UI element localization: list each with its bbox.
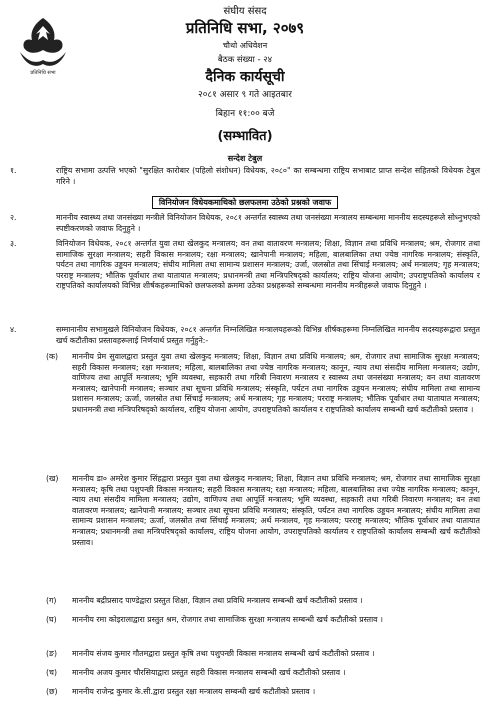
agenda-item-4 [10,325,480,346]
item-text: माननीय स्वास्थ्य तथा जनसंख्या मन्त्रीले विनियोजन विधेयक, २०८१ अन्तर्गत स्वास्थ्य तथा जनसंख्या मन्त्रालय सम्बन्धमा माननीय सदस्यहरूले सोध्नुभएको स्पष्टीकरणको जवाफ दिनुहुने । [56,213,480,233]
agenda-date: २०८१ असार ९ गते आइतबार [198,90,292,100]
agenda-item-1 [10,166,480,187]
subitem-gha [46,615,480,626]
subitem-text: माननीय डा० अमरेश कुमार सिंहद्वारा प्रस्तुत युवा तथा खेलकुद मन्त्रालय; शिक्षा, विज्ञान तथा प्रविधि मन्त्रालय; श्रम, रोजगार तथा सामाजिक सुरक्षा मन्त्रालय; कृषि तथा पशुपन्छी विकास मन्त्रालय; सहरी विकास मन्त्रालय; रक्षा मन्त्रालय; महिला, बालबालिका तथा ज्येष्ठ नागरिक मन्त्रालय; कानून, न्याय तथा संसदीय मामिला मन्त्रालय; उद्योग, वाणिज्य तथा आपूर्ति मन्त्रालय; भूमि व्यवस्था, सहकारी तथा गरिबी निवारण मन्त्रालय; वन तथा वातावरण मन्त्रालय; खानेपानी मन्त्रालय; सञ्चार तथा सूचना प्रविधि मन्त्रालय; संस्कृति, पर्यटन तथा नागरिक उड्डयन मन्त्रालय; संघीय मामिला तथा सामान्य प्रशासन मन्त्रालय; ऊर्जा, जलस्रोत तथा सिंचाई मन्त्रालय; अर्थ मन्त्रालय, गृह मन्त्रालय; परराष्ट्र मन्त्रालय; भौतिक पूर्वाधार तथा यातायात मन्त्रालय; प्रधानमन्त्री तथा मन्त्रिपरिषद्को कार्यालय, राष्ट्रिय योजना आयोग, उपराष्ट्रपतिको कार्यालय र राष्ट्रपतिको कार्यालय सम्बन्धी खर्च कटौतीको प्रस्ताव। [72,474,480,547]
item-text: सम्मानानीय सभामुखले विनियोजन विधेयक, २०८१ अन्तर्गत निम्नलिखित मन्त्रालयहरूको विभिन्न शीर्षकहरूमा निम्नलिखित माननीय सदस्यहरूद्वारा प्रस्तुत खर्च कटौतीका प्रस्तावहरूलाई निर्णयार्थ प्रस्तुत गर्नुहुने:- [56,325,480,345]
subitem-number: (छ) [46,687,58,696]
item-number: ४. [10,325,17,334]
subitem-chha [46,687,480,698]
subitem-number: (ग) [46,596,57,605]
subitem-text: माननीय राजेन्द्र कुमार के.सी.द्वारा प्रस्तुत रक्षा मन्त्रालय सम्बन्धी खर्च कटौतीको प्रस्ताव । [72,687,316,696]
item-number: २. [10,213,17,222]
subitem-number: (घ) [46,615,57,624]
parliament-title: संघीय संसद [223,6,267,17]
house-title: प्रतिनिधि सभा, २०७९ [185,19,305,37]
agenda-title: दैनिक कार्यसूची [205,69,285,85]
agenda-item-3 [10,239,480,292]
subitem-text: माननीय रमा कोइरालाद्वारा प्रस्तुत श्रम, रोजगार तथा सामाजिक सुरक्षा मन्त्रालय सम्बन्धी खर्च कटौतीको प्रस्ताव । [72,615,383,624]
subitem-number: (च) [46,668,58,677]
session-label: चौथो अधिवेशन [222,41,268,50]
subitem-number: (क) [46,352,59,361]
section-appropriation-label: विनियोजन विधेयकमाथिको छलफलमा उठेको प्रश्नको जवाफ [152,196,338,209]
subitem-text: माननीय अजय कुमार चौरसियाद्वारा प्रस्तुत सहरी विकास मन्त्रालय सम्बन्धी खर्च कटौतीको प्रस्ताव । [72,668,346,677]
subitem-text: माननीय संजय कुमार गौतमद्वारा प्रस्तुत कृषि तथा पशुपन्छी विकास मन्त्रालय सम्बन्धी खर्च कटौतीको प्रस्ताव । [72,649,375,658]
item-number: ३. [10,239,17,248]
subitem-ga [46,596,480,607]
subitem-ka [46,352,480,416]
svg-text:प्रतिनिधि सभा: प्रतिनिधि सभा [30,70,56,76]
item-text: राष्ट्रिय सभामा उत्पत्ति भएको "सुरक्षित कारोबार (पहिलो संशोधन) विधेयक, २०८०" का सम्बन्धमा राष्ट्रिय सभाबाट प्राप्त सन्देश सहितको विधेयक टेबुल गरिने । [56,166,480,186]
item-text: विनियोजन विधेयक, २०८१ अन्तर्गत युवा तथा खेलकुद मन्त्रालय; वन तथा वातावरण मन्त्रालय; शिक्षा, विज्ञान तथा प्रविधि मन्त्रालय; श्रम, रोजगार तथा सामाजिक सुरक्षा मन्त्रालय; सहरी विकास मन्त्रालय; रक्षा मन्त्रालय; खानेपानी मन्त्रालय; महिला, बालबालिका तथा ज्येष्ठ नागरिक मन्त्रालय; संस्कृति, पर्यटन तथा नागरिक उड्डयन मन्त्रालय; संघीय मामिला तथा सामान्य प्रशासन मन्त्रालय; उर्जा, जलस्रोत तथा सिंचाई मन्त्रालय; अर्थ मन्त्रालय; गृह मन्त्रालय; परराष्ट्र मन्त्रालय; भौतिक पूर्वाधार तथा यातायात मन्त्रालय; प्रधानमन्त्री तथा मन्त्रिपरिषद्को कार्यालय; राष्ट्रिय योजना आयोग; उपराष्ट्रपतिको कार्यालय र राष्ट्रपतिको कार्यालयको विभिन्न शीर्षकहरूमाथिको छलफलको क्रममा उठेका प्रश्नहरूको सम्बन्धमा माननीय मन्त्रीहरूले जवाफ दिनुहुने । [56,239,480,291]
item-number: १. [10,166,17,175]
subitem-nga [46,649,480,660]
agenda-item-2 [10,213,480,234]
meeting-number: बैठक संख्या - २४ [217,55,273,65]
tentative-label: (सम्भावित) [217,129,273,144]
subitem-cha [46,668,480,679]
agenda-time: बिहान ११:०० बजे [215,109,275,119]
subitem-text: माननीय बद्रीप्रसाद पाण्डेद्वारा प्रस्तुत शिक्षा, विज्ञान तथा प्रविधि मन्त्रालय सम्बन्धी खर्च कटौतीको प्रस्ताव । [72,596,363,605]
section-appropriation [0,197,490,208]
subitem-number: (ख) [46,474,59,483]
subitem-kha [46,474,480,548]
subitem-text: माननीय प्रेम सुवालद्वारा प्रस्तुत युवा तथा खेलकुद मन्त्रालय; शिक्षा, विज्ञान तथा प्रविधि मन्त्रालय; श्रम, रोजगार तथा सामाजिक सुरक्षा मन्त्रालय; सहरी विकास मन्त्रालय; रक्षा मन्त्रालय; महिला, बालबालिका तथा ज्येष्ठ नागरिक मन्त्रालय; कानून, न्याय तथा संसदीय मामिला मन्त्रालय; उद्योग, वाणिज्य तथा आपूर्ति मन्त्रालय; भूमि व्यवस्था, सहकारी तथा गरिबी निवारण मन्त्रालय र स्वास्थ्य तथा जनसंख्या मन्त्रालय; वन तथा वातावरण मन्त्रालय; खानेपानी मन्त्रालय; सञ्चार तथा सूचना प्रविधि मन्त्रालय; संस्कृति, पर्यटन तथा नागरिक उड्डयन मन्त्रालय; संघीय मामिला तथा सामान्य प्रशासन मन्त्रालय; ऊर्जा, जलस्रोत तथा सिंचाई मन्त्रालय; अर्थ मन्त्रालय; गृह मन्त्रालय; परराष्ट्र मन्त्रालय; भौतिक पूर्वाधार तथा यातायात मन्त्रालय; प्रधानमन्त्री तथा मन्त्रिपरिषद्को कार्यालय, राष्ट्रिय योजना आयोग, उपराष्ट्रपतिको कार्यालय र राष्ट्रपतिको कार्यालय सम्बन्धी खर्च कटौतीको प्रस्ताव । [72,352,480,414]
section-message-table: सन्देश टेबुल [227,154,263,163]
subitem-number: (ङ) [46,649,58,658]
